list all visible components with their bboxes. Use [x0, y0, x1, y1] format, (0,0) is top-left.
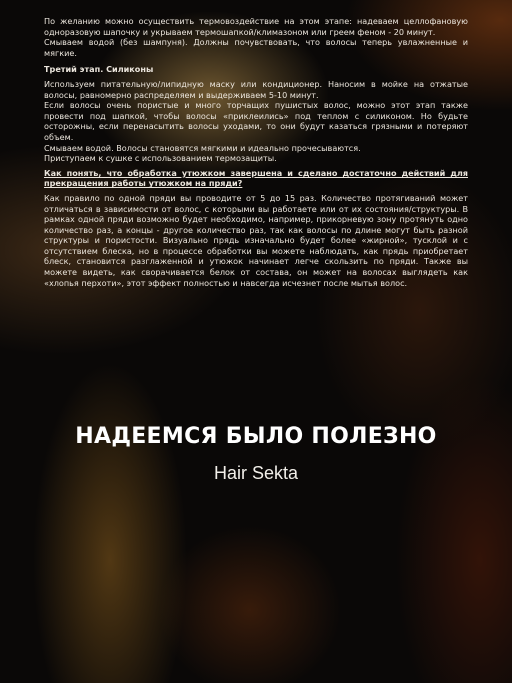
stage3-text-1: Используем питательную/липидную маску или кондиционер. Наносим в мойке на отжатые волосы, равномерно распределяем и выдерживаем 5-10 минут. — [44, 78, 468, 100]
answer-paragraph: Как правило по одной пряди вы проводите от 5 до 15 раз. Количество протягиваний может отличаться в зависимости от волос, с которыми вы работаете или от их состояния/структуры. В рамках одной пряди возможно будет необходимо, например, прикорневую зону протянуть одно количество раз, а концы - другое количество раз, так как волосы по длине могут быть разной структуры и пористости. Визуально прядь изначально будет более «жирной», тусклой и с отсутствием блеска, но в процессе обработки вы можете наблюдать, как прядь приобретает блеск, становится разглаженной и утюжок начинает легче скользить по пряди. Также вы можете видеть, как сворачивается белок от состава, он может на волосах выглядеть как «хлопья перхоти», этот эффект полностью и навсегда исчезнет после мытья волос. — [44, 192, 468, 288]
stage3-text-3: Смываем водой. Волосы становятся мягкими и идеально прочесываются. — [44, 142, 361, 153]
intro-paragraph — [44, 16, 468, 58]
stage3-paragraph — [44, 79, 468, 164]
article-body — [44, 16, 468, 292]
intro-text-2: Смываем водой (без шампуня). Должны почувствовать, что волосы теперь увлажненные и мягкие. — [44, 37, 468, 58]
stage3-heading: Третий этап. Силиконы — [44, 64, 154, 75]
stage3-text-4: Приступаем к сушке с использованием термозащиты. — [44, 153, 277, 164]
brand-signature: Hair Sekta — [213, 463, 299, 483]
intro-text-1: По желанию можно осуществить термовоздействие на этом этапе: надеваем целлофановую одноразовую шапочку и укрываем термошапкой/климазоном или греем феном - 20 минут. — [44, 16, 468, 37]
stage3-text-2: Если волосы очень пористые и много торчащих пушистых волос, можно этот этап также провести под шапкой, чтобы волосы «приклеились» под теплом с силиконом. Но будьте осторожны, если перенасытить волосы уходами, то они будут казаться грязными и потеряют объем. — [44, 100, 468, 142]
question-heading: Как понять, что обработка утюжком завершена и сделано достаточно действий для прекращения работы утюжком на пряди? — [44, 167, 468, 189]
closing-title: НАДЕЕМСЯ БЫЛО ПОЛЕЗНО — [75, 424, 437, 449]
